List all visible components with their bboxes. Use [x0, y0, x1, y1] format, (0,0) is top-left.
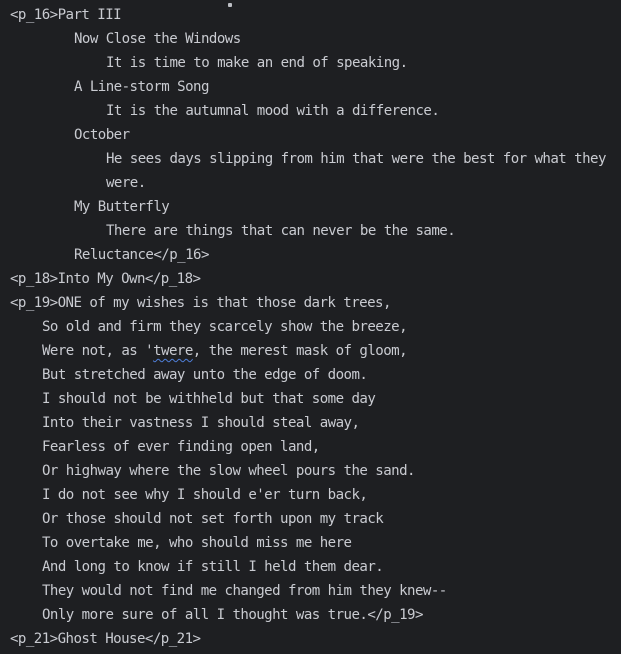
- editor-line[interactable]: Were not, as 'twere, the merest mask of gloom,: [42, 343, 408, 359]
- editor-line[interactable]: Or highway where the slow wheel pours the sand.: [42, 463, 415, 479]
- editor-line[interactable]: <p_18>Into My Own</p_18>: [10, 271, 201, 287]
- editor-line[interactable]: It is the autumnal mood with a difference.: [106, 103, 440, 119]
- editor-line[interactable]: To overtake me, who should miss me here: [42, 535, 352, 551]
- editor-line[interactable]: But stretched away unto the edge of doom.: [42, 367, 368, 383]
- editor-line[interactable]: I should not be withheld but that some day: [42, 391, 376, 407]
- editor-line[interactable]: <p_21>Ghost House</p_21>: [10, 631, 201, 647]
- editor-line[interactable]: I do not see why I should e'er turn back,: [42, 487, 368, 503]
- editor-line[interactable]: October: [74, 127, 130, 143]
- editor-line[interactable]: They would not find me changed from him they knew--: [42, 583, 447, 599]
- editor-line[interactable]: There are things that can never be the same.: [106, 223, 456, 239]
- editor-line[interactable]: <p_19>ONE of my wishes is that those dark trees,: [10, 295, 391, 311]
- editor-line[interactable]: So old and firm they scarcely show the breeze,: [42, 319, 408, 335]
- editor-line[interactable]: were.: [106, 175, 146, 191]
- editor-line[interactable]: A Line-storm Song: [74, 79, 209, 95]
- editor-line[interactable]: And long to know if still I held them dear.: [42, 559, 384, 575]
- editor-line[interactable]: My Butterfly: [74, 199, 170, 215]
- spellcheck-underline[interactable]: twere: [153, 343, 193, 359]
- editor-line[interactable]: Or those should not set forth upon my track: [42, 511, 384, 527]
- editor-line[interactable]: He sees days slipping from him that were the best for what they: [106, 151, 606, 167]
- editor-line[interactable]: Reluctance</p_16>: [74, 247, 209, 263]
- editor-line[interactable]: Now Close the Windows: [74, 31, 241, 47]
- editor-line[interactable]: Only more sure of all I thought was true.</p_19>: [42, 607, 423, 623]
- editor-line[interactable]: Into their vastness I should steal away,: [42, 415, 360, 431]
- editor-line[interactable]: <p_16>Part III: [10, 7, 122, 23]
- editor-line[interactable]: It is time to make an end of speaking.: [106, 55, 408, 71]
- editor-line[interactable]: Fearless of ever finding open land,: [42, 439, 320, 455]
